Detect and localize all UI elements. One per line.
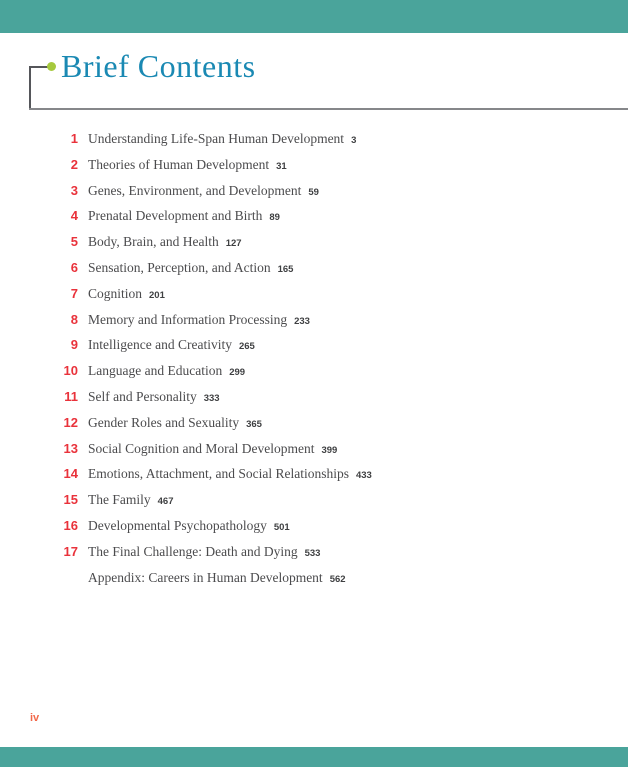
toc-row[interactable] — [0, 126, 628, 152]
chapter-page-number: 533 — [304, 547, 321, 559]
bottom-accent-band — [0, 747, 628, 767]
toc-row[interactable] — [0, 358, 628, 384]
chapter-title: Developmental Psychopathology — [88, 517, 267, 533]
chapter-page-number: 265 — [238, 341, 255, 353]
chapter-title: Understanding Life-Span Human Development — [88, 131, 345, 146]
chapter-number: 13 — [63, 440, 78, 456]
chapter-page-number: 562 — [329, 573, 346, 585]
chapter-title: Theories of Human Development — [88, 156, 270, 172]
chapter-page-number: 399 — [321, 444, 338, 456]
toc-row[interactable] — [0, 384, 628, 410]
chapter-page-number: 127 — [225, 238, 242, 250]
chapter-number: 11 — [64, 388, 78, 404]
chapter-number: 9 — [70, 337, 78, 353]
toc-row[interactable] — [0, 178, 628, 204]
toc-row[interactable] — [0, 281, 628, 307]
heading-bracket-arm — [29, 66, 48, 68]
chapter-number: 2 — [70, 156, 78, 172]
heading-dot-icon — [47, 62, 56, 71]
chapter-title: Self and Personality — [88, 388, 197, 404]
chapter-number: 4 — [70, 208, 78, 224]
chapter-page-number: 201 — [149, 289, 165, 301]
chapter-number: 1 — [70, 131, 78, 146]
chapter-title: Memory and Information Processing — [88, 311, 288, 327]
brief-contents-list — [0, 126, 628, 590]
chapter-page-number: 501 — [273, 521, 290, 533]
chapter-title: Gender Roles and Sexuality — [88, 414, 240, 430]
toc-row[interactable] — [0, 539, 628, 565]
toc-row[interactable] — [0, 410, 628, 436]
chapter-title: Genes, Environment, and Development — [88, 182, 302, 198]
chapter-title: Prenatal Development and Birth — [88, 208, 263, 224]
toc-row[interactable] — [0, 307, 628, 333]
chapter-title: Sensation, Perception, and Action — [88, 259, 271, 275]
toc-row[interactable] — [0, 487, 628, 513]
chapter-number: 6 — [70, 259, 78, 275]
toc-row[interactable] — [0, 152, 628, 178]
chapter-title: Intelligence and Creativity — [88, 337, 232, 353]
toc-row[interactable] — [0, 229, 628, 255]
chapter-title: Appendix: Careers in Human Development — [88, 569, 323, 585]
chapter-page-number: 333 — [203, 392, 220, 404]
chapter-page-number: 233 — [294, 315, 310, 327]
toc-row[interactable] — [0, 461, 628, 487]
chapter-number: 5 — [70, 234, 78, 250]
top-accent-band — [0, 0, 628, 33]
page-title: Brief Contents — [61, 48, 256, 84]
toc-row[interactable] — [0, 255, 628, 281]
chapter-page-number: 467 — [157, 496, 174, 508]
chapter-number: 14 — [63, 466, 78, 482]
toc-row[interactable] — [0, 332, 628, 358]
chapter-page-number: 433 — [355, 470, 372, 482]
chapter-page-number: 299 — [229, 367, 246, 379]
chapter-number: 16 — [63, 517, 78, 533]
chapter-number: 15 — [63, 492, 78, 508]
chapter-title: Body, Brain, and Health — [88, 234, 219, 250]
chapter-page-number: 365 — [246, 418, 262, 430]
chapter-title: Cognition — [88, 285, 143, 301]
chapter-title: Social Cognition and Moral Development — [88, 440, 315, 456]
toc-row[interactable] — [0, 513, 628, 539]
chapter-page-number: 89 — [269, 212, 280, 224]
chapter-page-number: 59 — [308, 186, 319, 198]
chapter-number: 8 — [70, 311, 78, 327]
chapter-number: 3 — [70, 182, 78, 198]
chapter-number: 7 — [70, 285, 78, 301]
page-folio: iv — [30, 712, 40, 724]
chapter-title: Emotions, Attachment, and Social Relationships — [88, 466, 349, 482]
chapter-page-number: 3 — [351, 135, 357, 146]
chapter-number: 12 — [63, 414, 78, 430]
chapter-title: The Final Challenge: Death and Dying — [88, 543, 298, 559]
toc-row[interactable] — [0, 565, 628, 591]
heading-bracket-vertical — [29, 66, 31, 110]
chapter-number: 10 — [63, 363, 78, 379]
chapter-title: Language and Education — [88, 363, 223, 379]
heading-rule — [29, 108, 628, 110]
chapter-page-number: 31 — [276, 160, 287, 172]
chapter-page-number: 165 — [277, 263, 294, 275]
toc-row[interactable] — [0, 203, 628, 229]
toc-row[interactable] — [0, 436, 628, 462]
chapter-number: 17 — [63, 543, 78, 559]
chapter-title: The Family — [88, 492, 151, 508]
